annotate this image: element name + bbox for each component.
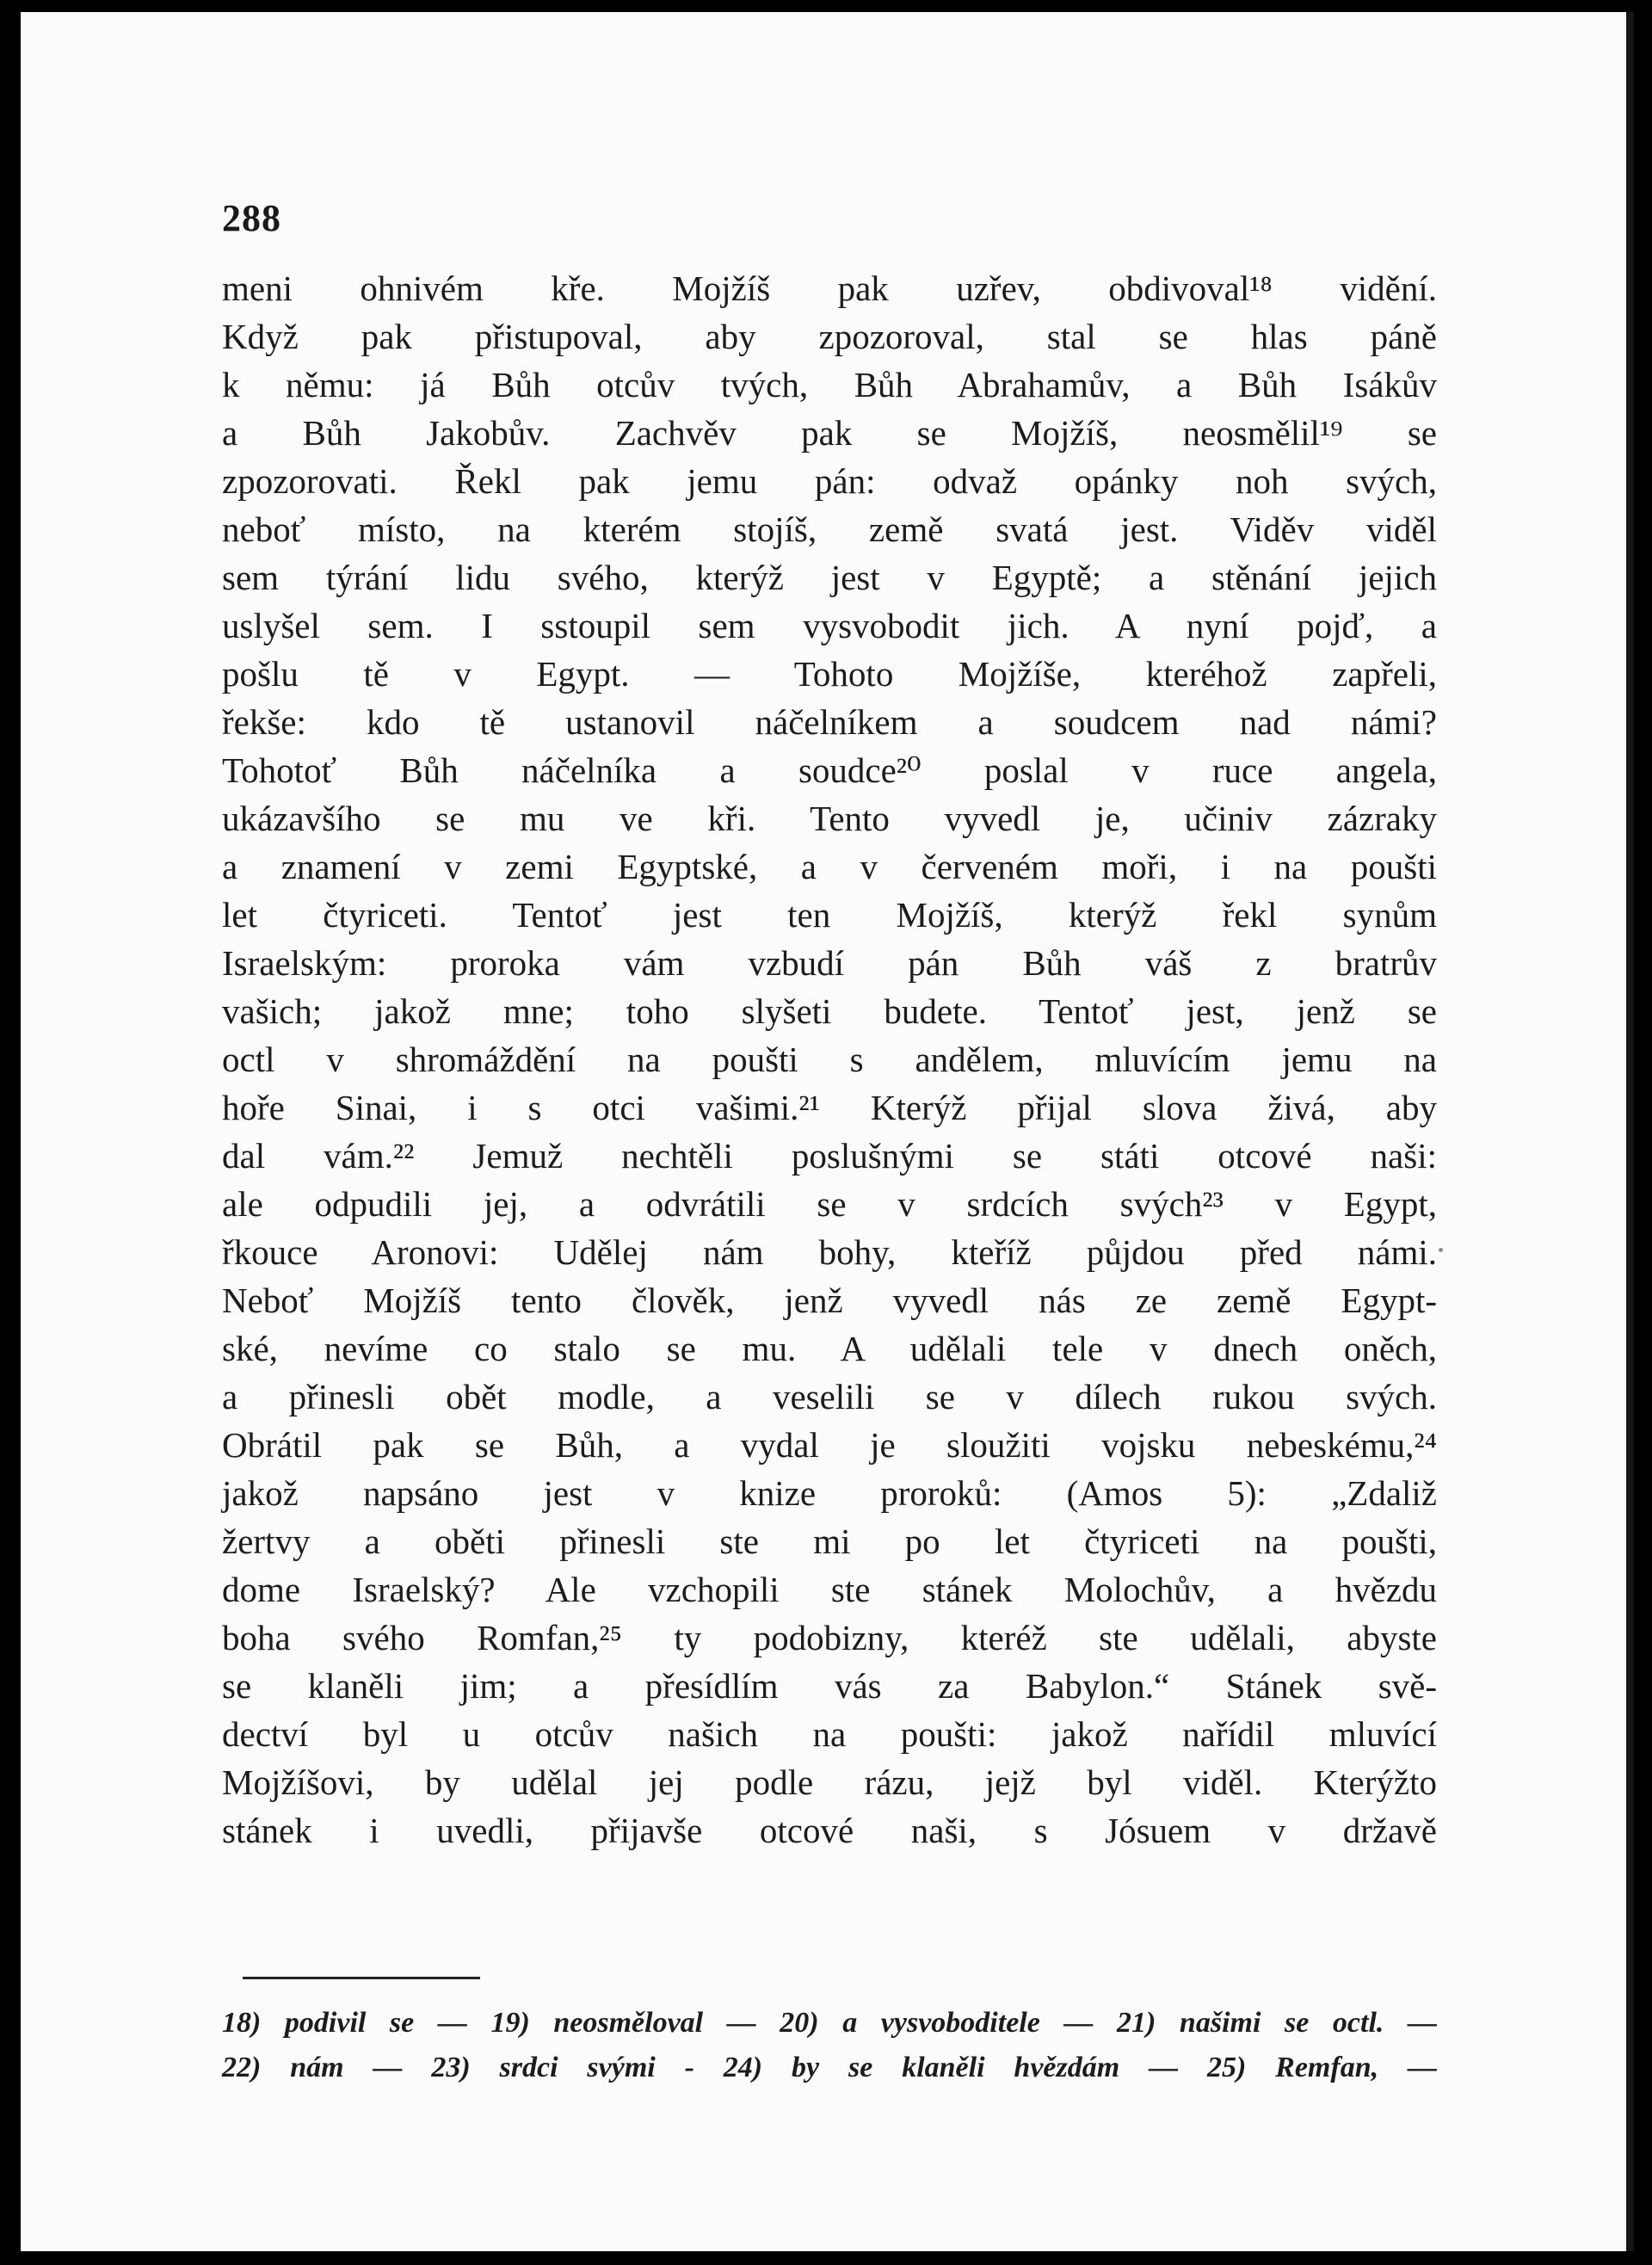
text-line: vašich; jakož mne; toho slyšeti budete. Tentoť jest, jenž se: [222, 991, 1437, 1031]
text-line: dome Israelský? Ale vzchopili ste stánek Molochův, a hvězdu: [222, 1570, 1437, 1609]
book-page: [21, 12, 1634, 2251]
text-line: Israelským: proroka vám vzbudí pán Bůh váš z bratrův: [222, 943, 1437, 983]
body-text: [222, 264, 1437, 1855]
footnotes: [222, 2001, 1437, 2090]
text-line: jakož napsáno jest v knize proroků: (Amos 5): „Zdaliž: [222, 1473, 1437, 1513]
text-line: pošlu tě v Egypt. — Tohoto Mojžíše, kteréhož zapřeli,: [222, 654, 1437, 694]
text-line: octl v shromáždění na poušti s andělem, mluvícím jemu na: [222, 1040, 1437, 1079]
text-line: a přinesli obět modle, a veselili se v dílech rukou svých.: [222, 1377, 1437, 1416]
text-line: ale odpudili jej, a odvrátili se v srdcích svých²³ v Egypt,: [222, 1184, 1437, 1224]
text-line: hoře Sinai, i s otci vašimi.²¹ Kterýž přijal slova živá, aby: [222, 1088, 1437, 1127]
text-line: dectví byl u otcův našich na poušti: jakož nařídil mluvící: [222, 1714, 1437, 1754]
text-line: Neboť Mojžíš tento člověk, jenž vyvedl nás ze země Egypt-: [222, 1281, 1437, 1320]
page-number: 288: [222, 197, 281, 239]
text-line: zpozorovati. Řekl pak jemu pán: odvaž opánky noh svých,: [222, 461, 1437, 501]
paper-speck: [1439, 1248, 1443, 1252]
text-line: se klaněli jim; a přesídlím vás za Babylon.“ Stánek svě-: [222, 1666, 1437, 1706]
footnote-divider: [243, 1977, 480, 1979]
text-line: dal vám.²² Jemuž nechtěli poslušnými se státi otcové naši:: [222, 1136, 1437, 1176]
text-line: k němu: já Bůh otcův tvých, Bůh Abrahamův, a Bůh Isákův: [222, 365, 1437, 404]
text-line: Mojžíšovi, by udělal jej podle rázu, jejž byl viděl. Kterýžto: [222, 1762, 1437, 1802]
text-line: Tohotoť Bůh náčelníka a soudce²⁰ poslal v ruce angela,: [222, 750, 1437, 790]
page-edge-shadow: [1626, 12, 1634, 2251]
text-line: ské, nevíme co stalo se mu. A udělali tele v dnech oněch,: [222, 1329, 1437, 1368]
text-line: Když pak přistupoval, aby zpozoroval, stal se hlas páně: [222, 317, 1437, 356]
text-line: žertvy a oběti přinesli ste mi po let čtyriceti na poušti,: [222, 1521, 1437, 1561]
text-line: a znamení v zemi Egyptské, a v červeném moři, i na poušti: [222, 847, 1437, 886]
text-line: let čtyriceti. Tentoť jest ten Mojžíš, kterýž řekl synům: [222, 895, 1437, 935]
text-line: Obrátil pak se Bůh, a vydal je sloužiti vojsku nebeskému,²⁴: [222, 1425, 1437, 1465]
text-line: řekše: kdo tě ustanovil náčelníkem a soudcem nad námi?: [222, 702, 1437, 742]
text-line: meni ohnivém kře. Mojžíš pak uzřev, obdivoval¹⁸ vidění.: [222, 268, 1437, 308]
text-line: boha svého Romfan,²⁵ ty podobizny, kteréž ste udělali, abyste: [222, 1618, 1437, 1657]
text-line: neboť místo, na kterém stojíš, země svatá jest. Viděv viděl: [222, 509, 1437, 549]
text-line: uslyšel sem. I sstoupil sem vysvobodit jich. A nyní pojď, a: [222, 606, 1437, 645]
text-line: stánek i uvedli, přijavše otcové naši, s Jósuem v državě: [222, 1811, 1437, 1850]
text-line: a Bůh Jakobův. Zachvěv pak se Mojžíš, neosmělil¹⁹ se: [222, 413, 1437, 453]
text-line: sem týrání lidu svého, kterýž jest v Egyptě; a stěnání jejich: [222, 558, 1437, 597]
text-line: ukázavšího se mu ve kři. Tento vyvedl je, učiniv zázraky: [222, 799, 1437, 838]
footnote-line: 18) podivil se — 19) neosměloval — 20) a vysvoboditele — 21) našimi se octl. —: [222, 2007, 1437, 2039]
footnote-line: 22) nám — 23) srdci svými - 24) by se klaněli hvězdám — 25) Remfan, —: [222, 2052, 1437, 2083]
text-line: řkouce Aronovi: Udělej nám bohy, kteříž půjdou před námi.: [222, 1232, 1437, 1272]
